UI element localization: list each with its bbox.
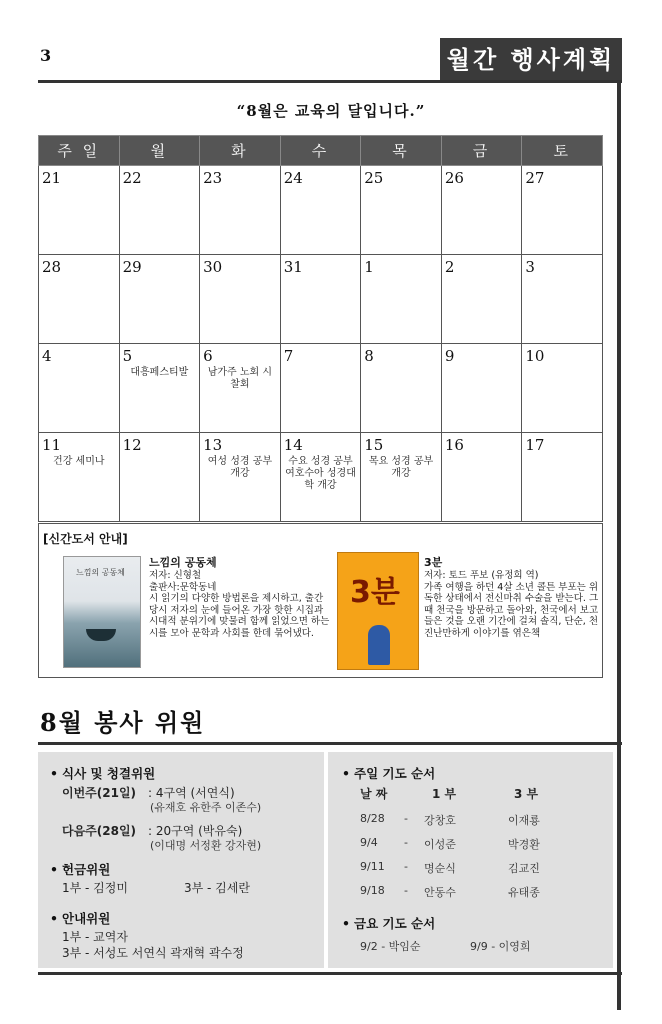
book-cover-image xyxy=(337,552,419,670)
calendar-day-number: 9 xyxy=(444,347,455,365)
boy-illustration xyxy=(368,625,390,665)
header-title: 월간 행사계획 xyxy=(440,38,622,82)
service-committee-title: 8월 봉사 위원 xyxy=(40,708,206,737)
book-cover-title: 느낌의 공동체 xyxy=(76,568,125,577)
service-divider xyxy=(38,742,622,745)
book-description-block xyxy=(424,556,602,640)
calendar-event: 여성 성경 공부 개강 xyxy=(207,456,273,479)
calendar-day-cell xyxy=(361,255,442,344)
boat-illustration xyxy=(86,629,116,641)
page-number: 3 xyxy=(40,46,52,65)
calendar-day-cell xyxy=(280,255,361,344)
calendar-day-cell xyxy=(361,433,442,522)
friday-prayer-first: 9/2 - 박임순 xyxy=(360,940,421,953)
calendar-event: 대흥페스티발 xyxy=(130,367,189,378)
prayer-first-service: 안동수 xyxy=(424,886,456,899)
prayer-date: 9/11 xyxy=(360,860,385,873)
prayer-date: 8/28 xyxy=(360,812,385,825)
month-theme-title: “8월은 교육의 달입니다.” xyxy=(236,102,426,120)
calendar-day-cell xyxy=(200,166,281,255)
calendar-day-cell xyxy=(39,344,120,433)
calendar-day-number: 31 xyxy=(283,258,303,276)
calendar-day-cell xyxy=(361,344,442,433)
calendar-day-number: 29 xyxy=(122,258,142,276)
weekday-thu: 목 xyxy=(361,136,442,166)
bottom-divider xyxy=(38,972,622,975)
prayer-dash: - xyxy=(404,812,408,825)
weekday-wed: 수 xyxy=(280,136,361,166)
book-cover-image xyxy=(63,556,141,668)
prayer-third-service: 박경환 xyxy=(508,838,540,851)
next-week-label: 다음주(28일) xyxy=(62,824,137,838)
guide-third-service: 3부 - 서성도 서연식 곽재혁 곽수정 xyxy=(62,946,244,960)
prayer-first-service: 명순식 xyxy=(424,862,456,875)
book-title: 3분 xyxy=(424,556,443,569)
calendar-day-cell xyxy=(441,166,522,255)
prayer-date: 9/18 xyxy=(360,884,385,897)
prayer-third-service: 유태종 xyxy=(508,886,540,899)
calendar-event: 건강 세미나 xyxy=(53,456,105,467)
calendar-day-number: 26 xyxy=(444,169,464,187)
this-week-names: (유재호 유한주 이존수) xyxy=(150,801,262,814)
calendar-day-cell xyxy=(522,344,603,433)
this-week-label: 이번주(21일) xyxy=(62,786,137,800)
calendar-day-number: 30 xyxy=(203,258,223,276)
friday-prayer-heading: • 금요 기도 순서 xyxy=(342,914,435,932)
next-week-names: (이대명 서정환 강자현) xyxy=(150,839,262,852)
calendar-day-number: 21 xyxy=(42,169,62,187)
right-border xyxy=(617,80,621,1010)
calendar-day-number: 15 xyxy=(364,436,384,454)
prayer-dash: - xyxy=(404,860,408,873)
calendar-day-cell xyxy=(441,433,522,522)
calendar-day-number: 1 xyxy=(364,258,374,276)
calendar-day-cell xyxy=(522,433,603,522)
prayer-dash: - xyxy=(404,836,408,849)
header-divider xyxy=(38,80,622,83)
calendar-day-cell xyxy=(522,255,603,344)
meal-committee-heading: • 식사 및 청결위원 xyxy=(50,764,155,782)
calendar-day-number: 5 xyxy=(122,347,133,365)
weekday-fri: 금 xyxy=(441,136,522,166)
calendar-day-number: 4 xyxy=(42,347,52,365)
calendar-day-cell xyxy=(280,344,361,433)
book-cover-title: 3분 xyxy=(350,575,400,610)
book-author: 저자: 신형철 xyxy=(149,570,202,581)
column-third-service: 3 부 xyxy=(514,787,539,801)
book-publisher: 출판사:문학동네 xyxy=(149,581,217,593)
book-title: 느낌의 공동체 xyxy=(149,556,217,569)
calendar-day-cell xyxy=(361,166,442,255)
this-week-value: : 4구역 (서연식) xyxy=(148,786,235,800)
new-books-section xyxy=(38,523,603,678)
column-first-service: 1 부 xyxy=(432,787,457,801)
calendar-day-cell xyxy=(441,344,522,433)
calendar-day-number: 16 xyxy=(444,436,464,454)
offering-third-service: 3부 - 김세란 xyxy=(184,881,250,895)
weekday-mon: 월 xyxy=(119,136,200,166)
weekday-tue: 화 xyxy=(200,136,281,166)
prayer-first-service: 이성준 xyxy=(424,838,456,851)
calendar-day-cell xyxy=(522,166,603,255)
prayer-dash: - xyxy=(404,884,408,897)
service-panel-left xyxy=(38,752,324,968)
new-books-title: [신간도서 안내] xyxy=(43,532,128,546)
calendar-day-cell xyxy=(200,255,281,344)
weekday-sat: 토 xyxy=(522,136,603,166)
calendar-day-number: 12 xyxy=(122,436,142,454)
calendar-day-cell xyxy=(39,433,120,522)
book-description: 가족 여행을 하던 4살 소년 콜튼 부포는 위독한 상태에서 전신마취 수술을 받는다. 그때 천국을 방문하고 돌아와, 천국에서 보고 들은 것을 오랜 기간에 걸쳐 솔직, 단순, 천진난만하게 이야기를 엮은책 xyxy=(424,581,599,639)
prayer-third-service: 김교진 xyxy=(508,862,540,875)
calendar-week-row xyxy=(39,344,603,433)
calendar-day-cell xyxy=(119,255,200,344)
calendar-day-number: 24 xyxy=(283,169,303,187)
calendar-day-cell xyxy=(39,255,120,344)
calendar-day-number: 11 xyxy=(42,436,62,454)
calendar-week-row xyxy=(39,255,603,344)
book-author: 저자: 토드 푸보 (유정희 역) xyxy=(424,570,539,581)
calendar-week-row xyxy=(39,166,603,255)
weekday-sun: 주 일 xyxy=(39,136,120,166)
book-description: 시 읽기의 다양한 방법론을 제시하고, 출간 당시 저자의 눈에 들어온 가장 핫한 시집과 시대적 분위기에 맞물려 함께 읽었으면 하는 시를 모아 문학과 사회를 한데 묶어냈다. xyxy=(149,593,330,639)
calendar-day-number: 3 xyxy=(525,258,535,276)
calendar-event: 남가주 노회 시찰회 xyxy=(207,367,273,390)
calendar-event: 목요 성경 공부 개강 xyxy=(368,456,434,479)
prayer-first-service: 강창호 xyxy=(424,814,456,827)
calendar-week-row xyxy=(39,433,603,522)
column-date: 날 짜 xyxy=(360,787,388,801)
calendar-day-cell xyxy=(39,166,120,255)
calendar-day-number: 6 xyxy=(203,347,213,365)
calendar-day-number: 23 xyxy=(203,169,223,187)
calendar-day-number: 14 xyxy=(283,436,303,454)
calendar-day-number: 10 xyxy=(525,347,545,365)
calendar-day-cell xyxy=(200,433,281,522)
calendar-day-number: 7 xyxy=(283,347,294,365)
calendar-day-cell xyxy=(119,344,200,433)
service-panel-right xyxy=(328,752,613,968)
calendar-day-cell xyxy=(119,166,200,255)
sunday-prayer-heading: • 주일 기도 순서 xyxy=(342,764,435,782)
weekday-header-row xyxy=(39,136,603,166)
guide-first-service: 1부 - 교역자 xyxy=(62,930,128,944)
friday-prayer-second: 9/9 - 이영희 xyxy=(470,940,531,953)
calendar-day-number: 27 xyxy=(525,169,545,187)
guide-committee-heading: • 안내위원 xyxy=(50,909,110,927)
calendar-event: 수요 성경 공부 여호수아 성경대학 개강 xyxy=(285,456,356,491)
calendar-day-number: 28 xyxy=(42,258,62,276)
calendar-day-cell xyxy=(280,166,361,255)
calendar-day-number: 17 xyxy=(525,436,545,454)
calendar-day-number: 25 xyxy=(364,169,384,187)
offering-first-service: 1부 - 김정미 xyxy=(62,881,128,895)
calendar-day-number: 13 xyxy=(203,436,223,454)
calendar-day-cell xyxy=(280,433,361,522)
calendar-day-cell xyxy=(119,433,200,522)
book-description-block xyxy=(149,556,334,640)
offering-committee-heading: • 헌금위원 xyxy=(50,860,110,878)
calendar-day-number: 8 xyxy=(364,347,374,365)
calendar-day-number: 22 xyxy=(122,169,142,187)
calendar-day-number: 2 xyxy=(444,258,455,276)
prayer-third-service: 이재룡 xyxy=(508,814,540,827)
prayer-date: 9/4 xyxy=(360,836,378,849)
next-week-value: : 20구역 (박유숙) xyxy=(148,824,243,838)
calendar-day-cell xyxy=(441,255,522,344)
calendar-day-cell xyxy=(200,344,281,433)
calendar xyxy=(38,135,603,522)
